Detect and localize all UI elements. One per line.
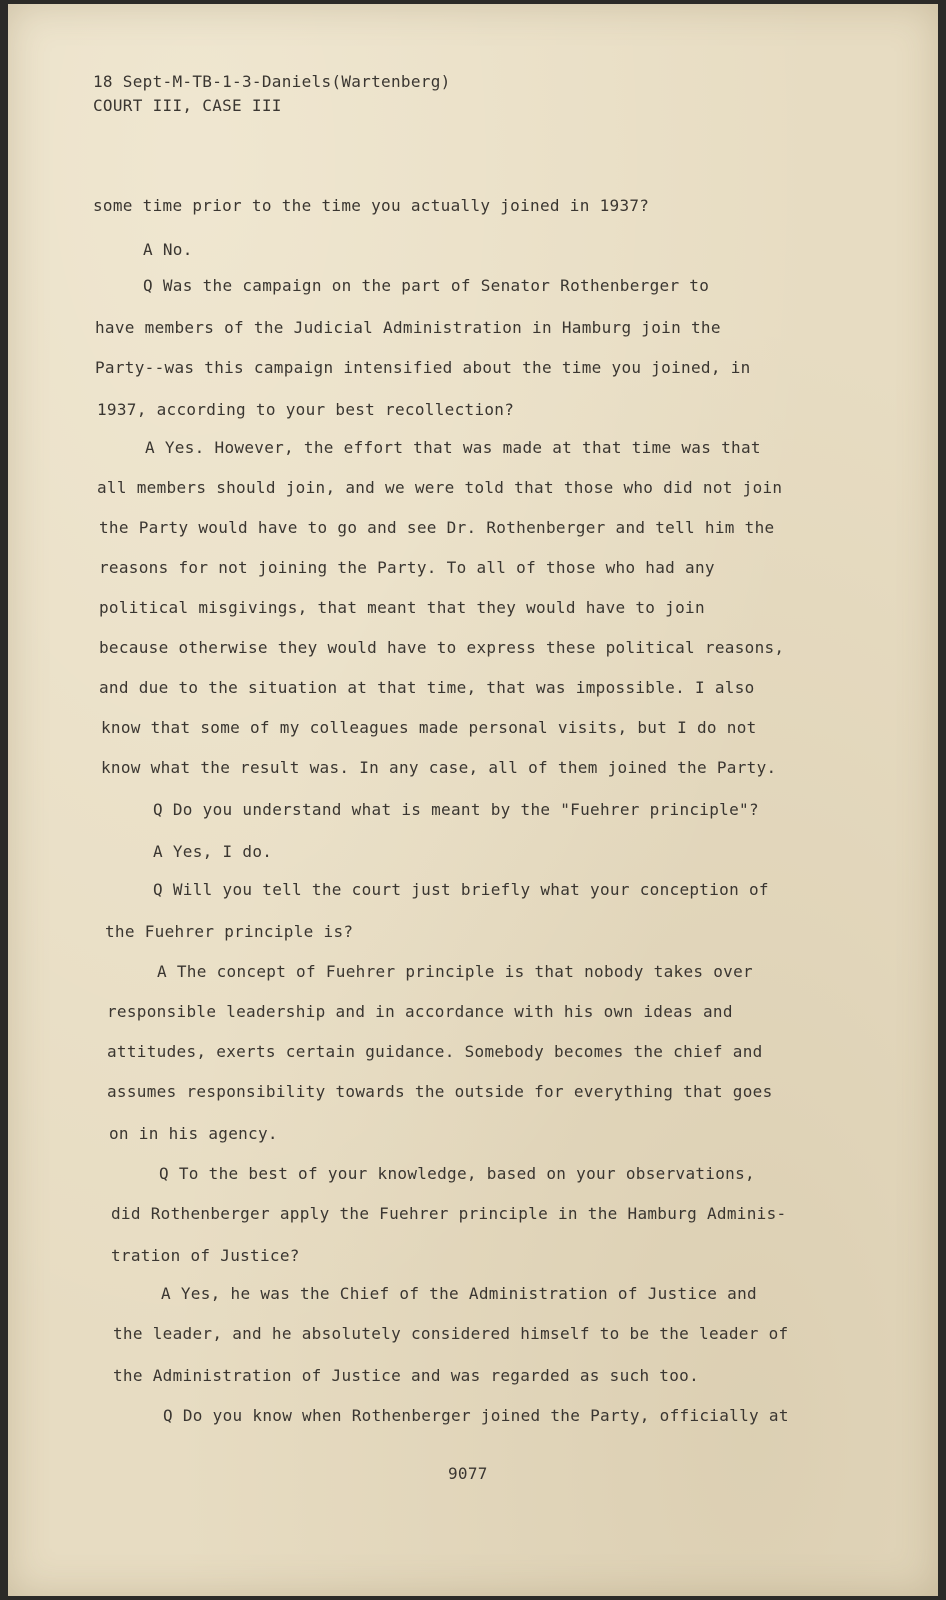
transcript-line: the Fuehrer principle is? [105,922,354,941]
transcript-line: some time prior to the time you actually joined in 1937? [93,196,650,215]
transcript-line: know that some of my colleagues made personal visits, but I do not [101,718,757,737]
transcript-line: have members of the Judicial Administration in Hamburg join the [95,318,721,337]
transcript-line: responsible leadership and in accordance with his own ideas and [107,1002,733,1021]
transcript-line: the Administration of Justice and was regarded as such too. [113,1366,700,1385]
transcript-line: 1937, according to your best recollection? [97,400,515,419]
transcript-line: A Yes. However, the effort that was made at that time was that [145,438,761,457]
transcript-line: the Party would have to go and see Dr. Rothenberger and tell him the [99,518,775,537]
document-page [8,4,938,1596]
transcript-line: know what the result was. In any case, all of them joined the Party. [101,758,777,777]
transcript-line: reasons for not joining the Party. To all of those who had any [99,558,715,577]
transcript-line: A No. [143,240,193,259]
transcript-line: Q Do you understand what is meant by the "Fuehrer principle"? [153,800,759,819]
transcript-line: did Rothenberger apply the Fuehrer principle in the Hamburg Adminis- [111,1204,787,1223]
transcript-line: attitudes, exerts certain guidance. Somebody becomes the chief and [107,1042,763,1061]
transcript-line: Q Was the campaign on the part of Senator Rothenberger to [143,276,710,295]
transcript-line: Q Do you know when Rothenberger joined the Party, officially at [163,1406,789,1425]
transcript-line: on in his agency. [109,1124,278,1143]
transcript-line: all members should join, and we were told that those who did not join [97,478,783,497]
transcript-line: tration of Justice? [111,1246,300,1265]
transcript-line: A The concept of Fuehrer principle is that nobody takes over [157,962,753,981]
court-case-heading: COURT III, CASE III [93,96,282,115]
page-number: 9077 [448,1464,488,1483]
transcript-line: A Yes, I do. [153,842,273,861]
transcript-line: and due to the situation at that time, that was impossible. I also [99,678,755,697]
transcript-line: political misgivings, that meant that they would have to join [99,598,705,617]
transcript-line: the leader, and he absolutely considered himself to be the leader of [113,1324,789,1343]
transcript-line: A Yes, he was the Chief of the Administration of Justice and [161,1284,757,1303]
transcript-line: because otherwise they would have to express these political reasons, [99,638,785,657]
transcript-line: Q To the best of your knowledge, based on your observations, [159,1164,755,1183]
transcript-line: Party--was this campaign intensified about the time you joined, in [95,358,751,377]
transcript-line: assumes responsibility towards the outside for everything that goes [107,1082,773,1101]
transcript-body [8,4,938,1596]
transcript-line: Q Will you tell the court just briefly what your conception of [153,880,769,899]
document-reference: 18 Sept-M-TB-1-3-Daniels(Wartenberg) [93,72,451,91]
